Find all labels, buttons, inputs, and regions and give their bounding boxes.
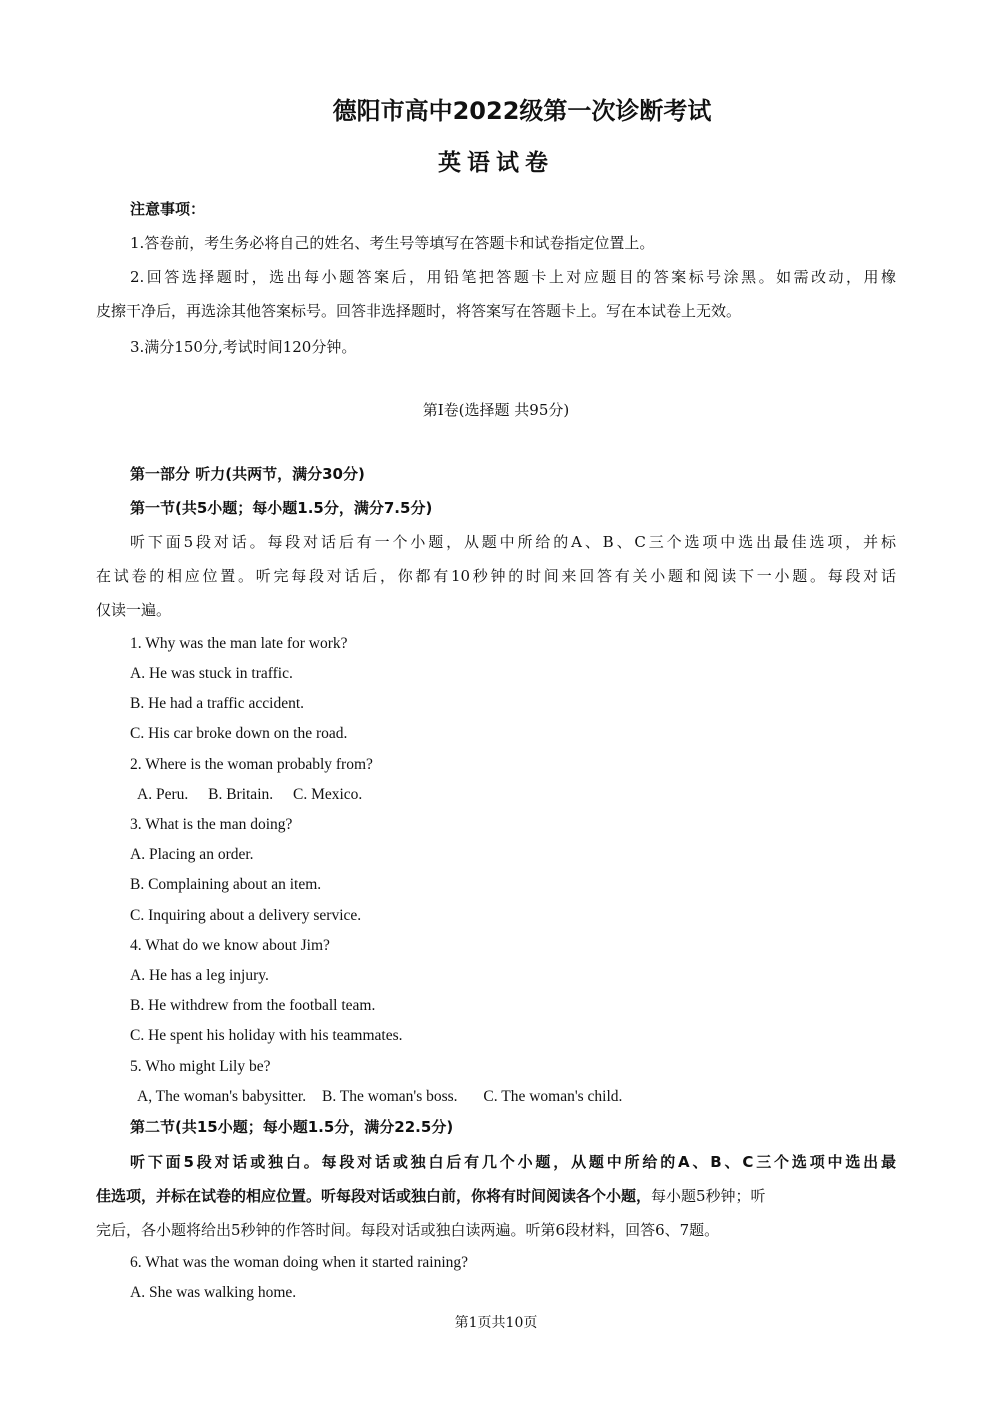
q5-options (137, 1087, 622, 1107)
q4-option-b: B. He withdrew from the football team. (130, 997, 376, 1014)
notice-item-2: 2.回答选择题时，选出每小题答案后，用铅笔把答题卡上对应题目的答案标号涂黑。如需改动，用橡 (130, 268, 896, 286)
q5-option-c: C. The woman's child. (483, 1088, 623, 1105)
q2-stem: 2. Where is the woman probably from? (130, 756, 373, 773)
paper-subtitle: 英语试卷 (438, 150, 554, 176)
q3-option-b: B. Complaining about an item. (130, 876, 322, 893)
section2-instructions-1: 听下面5段对话或独白。每段对话或独白后有几个小题，从题中所给的A、B、C三个选项中选出最 (130, 1153, 896, 1171)
q3-option-a: A. Placing an order. (130, 846, 254, 863)
q4-option-c: C. He spent his holiday with his teammates. (130, 1027, 403, 1044)
q5-option-a: A, The woman's babysitter. (137, 1088, 307, 1105)
volume-title: 第I卷(选择题 共95分) (422, 401, 570, 419)
q3-option-c: C. Inquiring about a delivery service. (130, 907, 362, 924)
notice-item-3: 3.满分150分,考试时间120分钟。 (130, 338, 357, 356)
q1-option-a: A. He was stuck in traffic. (130, 665, 293, 682)
section2-heading: 第二节(共15小题；每小题1.5分，满分22.5分) (130, 1118, 454, 1136)
page-footer: 第1页共10页 (454, 1315, 538, 1331)
q5-option-b: B. The woman's boss. (321, 1088, 458, 1105)
q4-option-a: A. He has a leg injury. (130, 967, 269, 984)
q5-stem: 5. Who might Lily be? (130, 1058, 271, 1075)
notice-item-2-cont: 皮擦干净后，再选涂其他答案标号。回答非选择题时，将答案写在答题卡上。写在本试卷上无效。 (96, 302, 742, 320)
q6-option-a: A. She was walking home. (130, 1284, 297, 1301)
section2-instructions-2-bold: 佳选项，并标在试卷的相应位置。听每段对话或独白前，你将有时间阅读各个小题， (96, 1187, 652, 1205)
q2-option-b: B. Britain. (208, 786, 274, 803)
q4-stem: 4. What do we know about Jim? (130, 937, 330, 954)
q2-options (137, 785, 362, 805)
section1-instructions-3: 仅读一遍。 (96, 601, 172, 619)
section2-instructions-2-rest: 每小题5秒钟；听 (651, 1187, 766, 1205)
notice-heading: 注意事项： (130, 200, 206, 218)
q1-option-c: C. His car broke down on the road. (130, 725, 348, 742)
q2-option-a: A. Peru. (137, 786, 189, 803)
section1-instructions-1: 听下面5段对话。每段对话后有一个小题，从题中所给的A、B、C三个选项中选出最佳选项，并标 (130, 533, 896, 551)
q3-stem: 3. What is the man doing? (130, 816, 293, 833)
q2-option-c: C. Mexico. (293, 786, 363, 803)
q6-stem: 6. What was the woman doing when it started raining? (130, 1254, 469, 1271)
part1-heading: 第一部分 听力(共两节，满分30分) (130, 465, 365, 483)
notice-item-1: 1.答卷前，考生务必将自己的姓名、考生号等填写在答题卡和试卷指定位置上。 (130, 234, 655, 252)
q1-stem: 1. Why was the man late for work? (130, 635, 348, 652)
section1-instructions-2: 在试卷的相应位置。听完每段对话后，你都有10秒钟的时间来回答有关小题和阅读下一小题。每段对话 (96, 567, 896, 585)
q1-option-b: B. He had a traffic accident. (130, 695, 305, 712)
section1-heading: 第一节(共5小题；每小题1.5分，满分7.5分) (130, 499, 433, 517)
section2-instructions-3: 完后，各小题将给出5秒钟的作答时间。每段对话或独白读两遍。听第6段材料，回答6、7题。 (96, 1221, 720, 1239)
section2-instructions-2 (96, 1186, 896, 1206)
exam-title: 德阳市高中2022级第一次诊断考试 (332, 97, 712, 125)
